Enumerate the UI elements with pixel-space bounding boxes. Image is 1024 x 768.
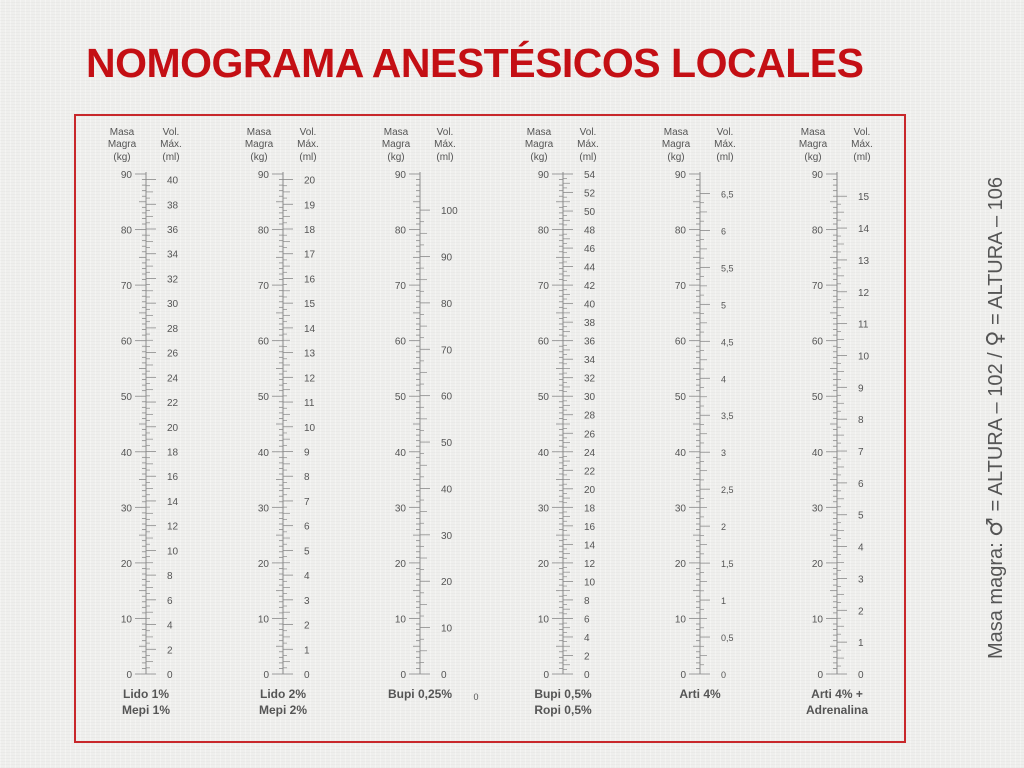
volume-tick-label: 36 <box>167 225 179 236</box>
volume-tick-label: 2 <box>584 651 590 663</box>
mass-tick-label: 20 <box>811 558 823 570</box>
mass-tick-label: 40 <box>537 447 549 459</box>
mass-tick-label: 10 <box>674 614 686 626</box>
mass-tick-label: 0 <box>263 670 269 681</box>
mass-axis-header: Magra <box>107 139 137 150</box>
mass-axis-header: (kg) <box>667 152 685 163</box>
volume-tick-label: 40 <box>167 175 179 187</box>
volume-tick-label: 3 <box>721 448 727 459</box>
volume-axis-header: (ml) <box>162 152 180 163</box>
mass-tick-label: 10 <box>811 614 823 626</box>
volume-tick-label: 2 <box>858 606 864 618</box>
mass-axis-header: Masa <box>109 127 135 138</box>
volume-axis-header: Vol. <box>853 127 871 138</box>
volume-tick-label: 5 <box>721 300 727 311</box>
volume-tick-label: 15 <box>858 192 870 204</box>
mass-tick-label: 90 <box>674 170 686 181</box>
volume-tick-label: 0,5 <box>721 633 734 644</box>
volume-axis-header: Vol. <box>162 127 180 138</box>
volume-tick-label: 8 <box>167 571 173 583</box>
mass-tick-label: 0 <box>680 670 686 681</box>
volume-tick-label: 2 <box>721 522 727 533</box>
mass-tick-label: 20 <box>120 558 132 570</box>
mass-axis-header: Masa <box>526 127 552 138</box>
drug-label: Lido 1% <box>122 687 170 701</box>
mass-tick-label: 40 <box>257 447 269 459</box>
mass-tick-label: 40 <box>674 447 686 459</box>
mass-tick-label: 30 <box>674 503 686 515</box>
volume-tick-label: 9 <box>858 383 864 395</box>
volume-tick-label: 26 <box>167 348 179 360</box>
volume-axis-header: Máx. <box>851 139 873 150</box>
mass-tick-label: 50 <box>120 392 132 404</box>
volume-tick-label: 16 <box>167 472 179 484</box>
volume-tick-label: 10 <box>858 351 870 363</box>
volume-axis-header: Máx. <box>434 139 456 150</box>
mass-tick-label: 90 <box>120 170 132 181</box>
mass-tick-label: 40 <box>811 447 823 459</box>
volume-tick-label: 30 <box>167 299 179 311</box>
volume-tick-label: 32 <box>584 373 596 385</box>
volume-tick-label: 14 <box>304 323 316 335</box>
drug-label: Arti 4% + <box>811 687 863 701</box>
mass-tick-label: 90 <box>394 170 406 181</box>
volume-tick-label: 6,5 <box>721 189 734 200</box>
volume-tick-label: 2,5 <box>721 485 734 496</box>
mass-tick-label: 80 <box>120 225 132 237</box>
volume-tick-label: 70 <box>441 345 453 357</box>
volume-tick-label: 38 <box>167 200 179 212</box>
mass-axis-header: (kg) <box>387 152 405 163</box>
volume-tick-label: 24 <box>584 447 596 459</box>
volume-axis-header: Vol. <box>299 127 317 138</box>
volume-tick-label: 14 <box>167 496 179 508</box>
mass-tick-label: 10 <box>120 614 132 626</box>
volume-tick-label: 80 <box>441 298 453 310</box>
mass-tick-label: 50 <box>811 392 823 404</box>
volume-tick-label: 0 <box>441 670 447 681</box>
volume-tick-label: 12 <box>304 373 316 385</box>
volume-tick-label: 54 <box>584 170 596 181</box>
volume-axis-header: Máx. <box>297 139 319 150</box>
mass-tick-label: 30 <box>394 503 406 515</box>
volume-tick-label: 52 <box>584 188 596 200</box>
volume-axis-header: Vol. <box>579 127 597 138</box>
volume-tick-label: 1 <box>858 638 864 650</box>
volume-tick-label: 34 <box>584 355 596 367</box>
volume-tick-label: 30 <box>584 392 596 404</box>
mass-axis-header: Masa <box>246 127 272 138</box>
volume-tick-label: 13 <box>858 255 870 267</box>
mass-tick-label: 70 <box>811 281 823 293</box>
mass-axis-header: Masa <box>383 127 409 138</box>
volume-tick-label: 18 <box>584 503 596 515</box>
mass-tick-label: 90 <box>811 170 823 181</box>
drug-label: Ropi 0,5% <box>534 703 592 717</box>
volume-tick-label: 100 <box>441 206 458 218</box>
volume-tick-label: 9 <box>304 447 310 459</box>
volume-tick-label: 40 <box>584 299 596 311</box>
drug-label: Adrenalina <box>805 703 869 717</box>
volume-tick-label: 2 <box>304 620 310 632</box>
mass-axis-header: Magra <box>381 139 411 150</box>
volume-tick-label: 22 <box>584 466 596 478</box>
volume-tick-label: 32 <box>167 274 179 286</box>
mass-axis-header: (kg) <box>804 152 822 163</box>
mass-tick-label: 50 <box>674 392 686 404</box>
volume-tick-label: 28 <box>167 323 179 335</box>
volume-tick-label: 1 <box>721 596 727 607</box>
volume-tick-label: 24 <box>167 373 179 385</box>
volume-tick-label: 22 <box>167 398 179 410</box>
volume-axis-header: Máx. <box>160 139 182 150</box>
volume-tick-label: 1,5 <box>721 559 734 570</box>
mass-axis-header: (kg) <box>530 152 548 163</box>
volume-tick-label: 0 <box>584 670 590 681</box>
volume-axis-header: (ml) <box>716 152 734 163</box>
volume-tick-label: 42 <box>584 281 596 293</box>
mass-tick-label: 10 <box>257 614 269 626</box>
mass-tick-label: 40 <box>394 447 406 459</box>
volume-tick-label: 18 <box>304 225 316 236</box>
formula-prefix: Masa magra: <box>985 542 1007 660</box>
mass-axis-header: Magra <box>524 139 554 150</box>
mass-tick-label: 30 <box>811 503 823 515</box>
drug-label: Lido 2% <box>259 687 307 701</box>
mass-tick-label: 50 <box>257 392 269 404</box>
volume-axis-header: Vol. <box>436 127 454 138</box>
mass-tick-label: 50 <box>537 392 549 404</box>
volume-tick-label: 5,5 <box>721 263 734 274</box>
volume-tick-label: 4 <box>721 374 727 385</box>
volume-tick-label: 90 <box>441 252 453 264</box>
volume-tick-label: 50 <box>441 438 453 450</box>
volume-tick-label: 14 <box>584 540 596 552</box>
volume-axis-header: Vol. <box>716 127 734 138</box>
volume-tick-label: 3,5 <box>721 411 734 422</box>
volume-tick-label: 26 <box>584 429 596 441</box>
volume-axis-header: (ml) <box>436 152 454 163</box>
volume-tick-label: 30 <box>441 530 453 542</box>
mass-tick-label: 70 <box>120 281 132 293</box>
mass-tick-label: 20 <box>394 558 406 570</box>
female-symbol-icon: ♀ <box>983 330 1008 347</box>
volume-tick-label: 8 <box>304 472 310 484</box>
volume-tick-label: 15 <box>304 299 316 311</box>
mass-tick-label: 60 <box>257 336 269 348</box>
volume-tick-label: 0 <box>304 670 310 681</box>
mass-tick-label: 80 <box>674 225 686 237</box>
mass-tick-label: 60 <box>811 336 823 348</box>
mass-tick-label: 80 <box>257 225 269 237</box>
mass-tick-label: 60 <box>394 336 406 348</box>
volume-tick-label: 3 <box>304 595 310 607</box>
page-title: NOMOGRAMA ANESTÉSICOS LOCALES <box>86 40 864 86</box>
mass-tick-label: 30 <box>257 503 269 515</box>
volume-tick-label: 34 <box>167 249 179 261</box>
mass-axis-header: (kg) <box>250 152 268 163</box>
volume-tick-label: 0 <box>858 670 864 681</box>
volume-tick-label: 3 <box>858 574 864 586</box>
volume-tick-label: 40 <box>441 484 453 496</box>
volume-tick-label: 16 <box>584 521 596 533</box>
mass-tick-label: 30 <box>120 503 132 515</box>
volume-tick-label: 20 <box>167 422 179 434</box>
volume-tick-label: 6 <box>584 614 590 626</box>
volume-tick-label: 19 <box>304 200 316 212</box>
volume-tick-label: 12 <box>584 558 596 570</box>
volume-tick-label: 6 <box>304 521 310 533</box>
mass-axis-header: Magra <box>798 139 828 150</box>
mass-axis-header: Masa <box>663 127 689 138</box>
volume-tick-label: 18 <box>167 447 179 459</box>
volume-tick-label: 46 <box>584 244 596 256</box>
volume-tick-label: 14 <box>858 224 870 236</box>
mass-tick-label: 90 <box>537 170 549 181</box>
volume-tick-label: 13 <box>304 348 316 360</box>
volume-tick-label: 7 <box>858 447 864 459</box>
drug-label: Bupi 0,25% <box>387 687 453 701</box>
volume-tick-label: 10 <box>441 623 453 635</box>
volume-tick-label: 4,5 <box>721 337 734 348</box>
volume-tick-label: 4 <box>304 571 310 583</box>
volume-tick-label: 4 <box>858 542 864 554</box>
formula-separator: / <box>985 352 1007 358</box>
mass-tick-label: 20 <box>674 558 686 570</box>
volume-tick-label: 8 <box>858 415 864 427</box>
volume-tick-label: 10 <box>304 422 316 434</box>
mass-axis-header: (kg) <box>113 152 131 163</box>
drug-label-extra: 0 <box>473 692 479 702</box>
volume-tick-label: 48 <box>584 225 596 237</box>
volume-tick-label: 6 <box>167 595 173 607</box>
volume-tick-label: 36 <box>584 336 596 348</box>
volume-axis-header: (ml) <box>299 152 317 163</box>
mass-axis-header: Magra <box>661 139 691 150</box>
volume-tick-label: 2 <box>167 645 173 657</box>
mass-tick-label: 30 <box>537 503 549 515</box>
mass-tick-label: 20 <box>537 558 549 570</box>
drug-label: Arti 4% <box>679 687 721 701</box>
volume-tick-label: 17 <box>304 249 316 261</box>
mass-tick-label: 0 <box>126 670 132 681</box>
volume-tick-label: 44 <box>584 262 596 274</box>
volume-axis-header: Máx. <box>714 139 736 150</box>
mass-tick-label: 0 <box>543 670 549 681</box>
mass-axis-header: Masa <box>800 127 826 138</box>
volume-tick-label: 20 <box>304 175 316 187</box>
volume-tick-label: 10 <box>584 577 596 589</box>
formula-female-expression: = ALTURA – 106 <box>985 176 1007 326</box>
lean-mass-formula <box>976 118 1016 718</box>
mass-tick-label: 70 <box>537 281 549 293</box>
mass-tick-label: 70 <box>257 281 269 293</box>
mass-tick-label: 10 <box>394 614 406 626</box>
mass-tick-label: 10 <box>537 614 549 626</box>
volume-tick-label: 10 <box>167 546 179 558</box>
mass-tick-label: 60 <box>120 336 132 348</box>
volume-tick-label: 7 <box>304 496 310 508</box>
mass-tick-label: 20 <box>257 558 269 570</box>
drug-label: Mepi 1% <box>121 703 171 717</box>
volume-tick-label: 16 <box>304 274 316 286</box>
volume-tick-label: 8 <box>584 595 590 607</box>
volume-tick-label: 6 <box>858 478 864 490</box>
formula-male-expression: = ALTURA – 102 <box>985 363 1007 512</box>
volume-axis-header: (ml) <box>579 152 597 163</box>
volume-tick-label: 6 <box>721 226 727 237</box>
mass-tick-label: 70 <box>394 281 406 293</box>
mass-tick-label: 80 <box>394 225 406 237</box>
volume-tick-label: 1 <box>304 645 310 657</box>
volume-tick-label: 12 <box>167 521 179 533</box>
male-symbol-icon: ♂ <box>983 517 1008 537</box>
mass-axis-header: Magra <box>244 139 274 150</box>
volume-tick-label: 20 <box>584 484 596 496</box>
mass-tick-label: 60 <box>674 336 686 348</box>
mass-tick-label: 80 <box>811 225 823 237</box>
volume-tick-label: 38 <box>584 318 596 330</box>
volume-tick-label: 0 <box>721 670 727 680</box>
drug-label: Bupi 0,5% <box>534 687 592 701</box>
volume-tick-label: 5 <box>304 546 310 558</box>
volume-tick-label: 11 <box>858 319 869 331</box>
mass-tick-label: 80 <box>537 225 549 237</box>
mass-tick-label: 70 <box>674 281 686 293</box>
mass-tick-label: 0 <box>817 670 823 681</box>
volume-tick-label: 0 <box>167 670 173 681</box>
volume-tick-label: 11 <box>304 398 315 410</box>
volume-tick-label: 12 <box>858 287 870 299</box>
volume-tick-label: 4 <box>167 620 173 632</box>
volume-tick-label: 28 <box>584 410 596 422</box>
mass-tick-label: 0 <box>400 670 406 681</box>
volume-tick-label: 4 <box>584 632 590 644</box>
volume-tick-label: 50 <box>584 207 596 219</box>
drug-label: Mepi 2% <box>258 703 308 717</box>
mass-tick-label: 50 <box>394 392 406 404</box>
volume-tick-label: 5 <box>858 510 864 522</box>
volume-tick-label: 20 <box>441 577 453 589</box>
mass-tick-label: 90 <box>257 170 269 181</box>
volume-tick-label: 60 <box>441 391 453 403</box>
mass-tick-label: 60 <box>537 336 549 348</box>
volume-axis-header: Máx. <box>577 139 599 150</box>
mass-tick-label: 40 <box>120 447 132 459</box>
volume-axis-header: (ml) <box>853 152 871 163</box>
